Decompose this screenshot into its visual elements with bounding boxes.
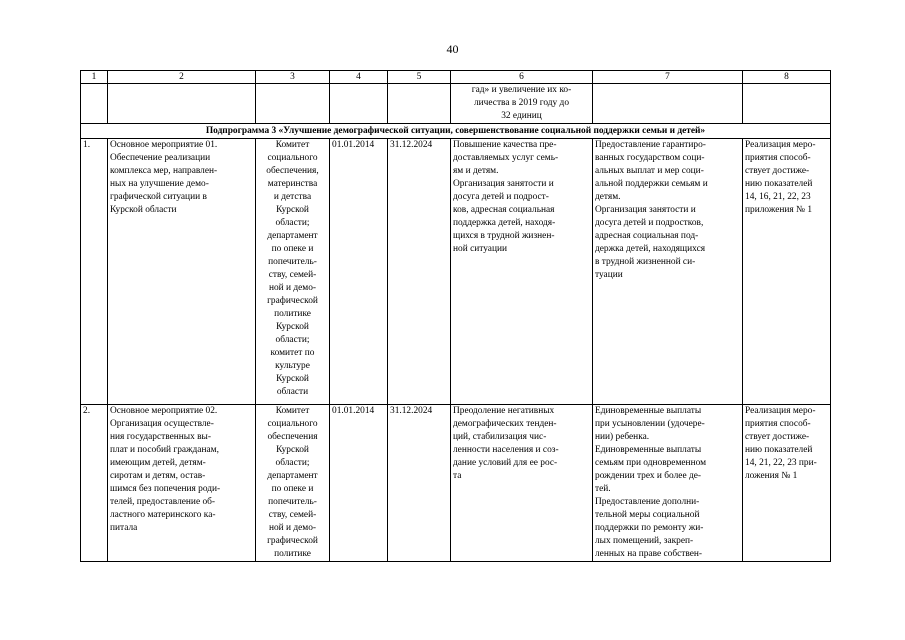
text-line: ния государственных вы-: [110, 432, 211, 442]
text-line: области;: [275, 458, 310, 468]
text-line: Повышение качества пре-: [453, 140, 557, 150]
text-line: поддержка детей, находя-: [453, 218, 556, 228]
text-line: ной и демо-: [268, 283, 317, 293]
text-line: попечитель-: [268, 257, 317, 267]
text-line: по опеке и: [271, 484, 314, 494]
text-line: нию показателей: [745, 445, 813, 455]
text-line: графической ситуации в: [110, 192, 207, 202]
text-line: ленности населения и соз-: [453, 445, 559, 455]
text-line: ной ситуации: [453, 244, 507, 254]
text-line: Предоставление гарантиро-: [595, 140, 706, 150]
text-line: Основное мероприятие 01.: [110, 140, 218, 150]
text-line: материнства: [267, 179, 318, 189]
text-line: приложения № 1: [745, 205, 813, 215]
row-number: 1.: [81, 139, 108, 405]
text-line: личества в 2019 году до: [473, 98, 570, 108]
text-line: департамент: [267, 231, 318, 241]
page-number: 40: [446, 42, 459, 56]
executor-cell: [256, 139, 330, 405]
text-line: по опеке и: [271, 244, 314, 254]
text-line: Курской области: [110, 205, 177, 215]
start-date: 01.01.2014: [330, 405, 388, 562]
row-number: 2.: [81, 405, 108, 562]
text-line: ных на улучшение демо-: [110, 179, 209, 189]
text-line: та: [453, 471, 462, 481]
text-line: ной и демо-: [268, 523, 317, 533]
text-line: Единовременные выплаты: [595, 406, 702, 416]
text-line: Обеспечение реализации: [110, 153, 211, 163]
text-line: альной поддержки семьям и: [595, 179, 708, 189]
text-line: дание условий для ее рос-: [453, 458, 558, 468]
text-line: нию показателей: [745, 179, 813, 189]
text-line: приятия способ-: [745, 419, 811, 429]
text-line: комитет по: [270, 348, 315, 358]
text-line: графической: [267, 536, 318, 546]
text-line: демографических тенден-: [453, 419, 557, 429]
text-line: культуре: [275, 361, 310, 371]
executor-cell: [256, 405, 330, 562]
text-line: детям.: [595, 192, 621, 202]
text-line: графической: [267, 296, 318, 306]
table-row: [81, 405, 831, 562]
column-header-row: [81, 71, 831, 84]
text-line: доставляемых услуг семь-: [453, 153, 559, 163]
table-cell: [256, 84, 330, 124]
subprogram-heading: Подпрограмма 3 «Улучшение демографической ситуации, совершенствование социальной поддержки семьи и детей»: [81, 124, 831, 139]
indicator-link-cell: [743, 139, 831, 405]
table-cell: [330, 84, 388, 124]
column-header: 8: [743, 71, 831, 84]
continuation-row: [81, 84, 831, 124]
text-line: ленных на праве собствен-: [595, 549, 703, 559]
text-line: альных выплат и мер соци-: [595, 166, 704, 176]
text-line: 14, 16, 21, 22, 23: [745, 192, 811, 202]
text-line: Организация занятости и: [595, 205, 696, 215]
text-line: области;: [275, 335, 310, 345]
column-header: 4: [330, 71, 388, 84]
table-row: [81, 139, 831, 405]
text-line: рождении трех и более де-: [595, 471, 702, 481]
text-line: ков, адресная социальная: [453, 205, 555, 215]
text-line: Реализация меро-: [745, 406, 816, 416]
text-line: адресная социальная под-: [595, 231, 699, 241]
text-line: ложения № 1: [745, 471, 798, 481]
text-line: плат и пособий гражданам,: [110, 445, 219, 455]
start-date: 01.01.2014: [330, 139, 388, 405]
text-line: щихся в трудной жизнен-: [453, 231, 555, 241]
text-line: туации: [595, 270, 623, 280]
text-line: политике: [274, 549, 311, 559]
text-line: департамент: [267, 471, 318, 481]
text-line: досуга детей и подростков,: [595, 218, 704, 228]
text-line: Организация занятости и: [453, 179, 554, 189]
column-header: 5: [388, 71, 451, 84]
text-line: тей.: [595, 484, 611, 494]
text-line: Реализация меро-: [745, 140, 816, 150]
text-line: Курской: [276, 322, 309, 332]
text-line: Предоставление дополни-: [595, 497, 700, 507]
table-cell: [743, 84, 831, 124]
text-line: лых помещений, закреп-: [595, 536, 694, 546]
indicator-link-cell: [743, 405, 831, 562]
text-line: нии) ребенка.: [595, 432, 650, 442]
text-line: Единовременные выплаты: [595, 445, 702, 455]
text-line: ям и детям.: [453, 166, 499, 176]
text-line: поддержки по ремонту жи-: [595, 523, 704, 533]
text-line: Комитет: [275, 140, 310, 150]
end-date: 31.12.2024: [388, 405, 451, 562]
text-line: попечитель-: [268, 497, 317, 507]
table-cell: [81, 84, 108, 124]
text-line: в трудной жизненной си-: [595, 257, 696, 267]
text-line: шимся без попечения роди-: [110, 484, 221, 494]
text-line: области;: [275, 218, 310, 228]
text-line: ствует достиже-: [745, 166, 810, 176]
column-header: 3: [256, 71, 330, 84]
text-line: Организация осуществле-: [110, 419, 214, 429]
text-line: ций, стабилизация чис-: [453, 432, 547, 442]
end-date: 31.12.2024: [388, 139, 451, 405]
text-line: 32 единиц: [501, 111, 542, 121]
measures-table: [80, 70, 831, 562]
text-line: при усыновлении (удочере-: [595, 419, 705, 429]
column-header: 2: [108, 71, 256, 84]
text-line: Курской: [276, 205, 309, 215]
text-line: приятия способ-: [745, 153, 811, 163]
result-cell: [451, 139, 593, 405]
text-line: тельной меры социальной: [595, 510, 700, 520]
text-line: ству, семей-: [268, 510, 317, 520]
text-line: Преодоление негативных: [453, 406, 555, 416]
content-cell: [593, 405, 743, 562]
text-line: области: [276, 387, 309, 397]
text-line: Курской: [276, 445, 309, 455]
text-line: имеющим детей, детям-: [110, 458, 206, 468]
text-line: 14, 21, 22, 23 при-: [745, 458, 817, 468]
text-line: ластного материнского ка-: [110, 510, 216, 520]
table-cell: [388, 84, 451, 124]
text-line: и детства: [273, 192, 312, 202]
column-header: 7: [593, 71, 743, 84]
text-line: гад» и увеличение их ко-: [471, 85, 572, 95]
text-line: обеспечения: [267, 432, 318, 442]
table-cell: [108, 84, 256, 124]
text-line: ству, семей-: [268, 270, 317, 280]
event-cell: [108, 405, 256, 562]
text-line: держка детей, находящихся: [595, 244, 706, 254]
text-line: комплекса мер, направлен-: [110, 166, 218, 176]
text-line: Курской: [276, 374, 309, 384]
text-line: семьям при одновременном: [595, 458, 707, 468]
text-line: досуга детей и подрост-: [453, 192, 549, 202]
text-line: телей, предоставление об-: [110, 497, 216, 507]
text-line: Основное мероприятие 02.: [110, 406, 218, 416]
text-line: ванных государством соци-: [595, 153, 705, 163]
text-line: политике: [274, 309, 311, 319]
column-header: 1: [81, 71, 108, 84]
text-line: социального: [267, 153, 318, 163]
text-line: ствует достиже-: [745, 432, 810, 442]
text-line: обеспечения,: [266, 166, 319, 176]
subprogram-heading-row: [81, 124, 831, 139]
column-header: 6: [451, 71, 593, 84]
text-line: социального: [267, 419, 318, 429]
continuation-result-cell: [451, 84, 593, 124]
event-cell: [108, 139, 256, 405]
table-cell: [593, 84, 743, 124]
text-line: Комитет: [275, 406, 310, 416]
text-line: сиротам и детям, остав-: [110, 471, 206, 481]
result-cell: [451, 405, 593, 562]
content-cell: [593, 139, 743, 405]
text-line: питала: [110, 523, 138, 533]
